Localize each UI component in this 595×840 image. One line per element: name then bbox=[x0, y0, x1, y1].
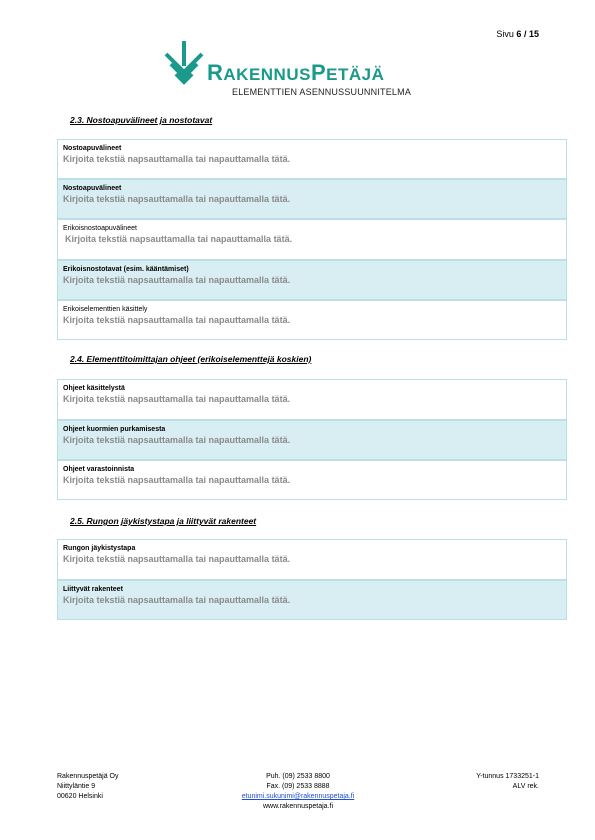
field-erikoisnostotavat[interactable] bbox=[57, 260, 567, 300]
pine-tree-logo-icon bbox=[162, 40, 206, 88]
section-title-2-5: 2.5. Rungon jäykistystapa ja liittyvät rakenteet bbox=[70, 516, 257, 526]
field-placeholder[interactable]: Kirjoita tekstiä napsauttamalla tai napauttamalla tätä. bbox=[63, 595, 291, 605]
footer-business-id: Y-tunnus 1733251-1 bbox=[476, 773, 539, 780]
footer-company: Rakennuspetäjä Oy bbox=[57, 773, 119, 780]
field-ohjeet-kuormien-purkamisesta[interactable] bbox=[57, 420, 567, 460]
page-current: 6 bbox=[516, 29, 522, 39]
field-label: Rungon jäykistystapa bbox=[63, 545, 136, 552]
page-label: Sivu bbox=[496, 29, 514, 39]
field-placeholder[interactable]: Kirjoita tekstiä napsauttamalla tai napauttamalla tätä. bbox=[63, 394, 291, 404]
field-ohjeet-kasittelysta[interactable] bbox=[57, 379, 567, 420]
section-title-2-3: 2.3. Nostoapuvälineet ja nostotavat bbox=[70, 115, 213, 125]
footer-address bbox=[57, 772, 118, 802]
field-placeholder[interactable]: Kirjoita tekstiä napsauttamalla tai napauttamalla tätä. bbox=[63, 435, 291, 445]
field-erikoiselementtien-kasittely[interactable] bbox=[57, 300, 567, 340]
footer-business-info bbox=[476, 772, 539, 792]
field-label: Erikoisnostotavat (esim. kääntämiset) bbox=[63, 266, 189, 273]
page-separator: / bbox=[523, 29, 527, 39]
field-label: Ohjeet kuormien purkamisesta bbox=[63, 426, 166, 433]
logo-subtitle: ELEMENTTIEN ASENNUSSUUNNITELMA bbox=[232, 87, 412, 97]
field-label: Liittyvät rakenteet bbox=[63, 586, 123, 593]
footer-postal: 00620 Helsinki bbox=[57, 793, 103, 800]
field-placeholder[interactable]: Kirjoita tekstiä napsauttamalla tai napauttamalla tätä. bbox=[63, 554, 291, 564]
field-rungon-jaykistystapa[interactable] bbox=[57, 539, 567, 580]
field-nostoapuvalineet-1[interactable] bbox=[57, 139, 567, 179]
company-logo bbox=[162, 40, 432, 100]
field-placeholder[interactable]: Kirjoita tekstiä napsauttamalla tai napauttamalla tätä. bbox=[63, 194, 291, 204]
field-label: Erikoisnostoapuvälineet bbox=[63, 225, 137, 232]
footer-phone: Puh. (09) 2533 8800 bbox=[266, 773, 330, 780]
field-liittyvat-rakenteet[interactable] bbox=[57, 580, 567, 620]
field-ohjeet-varastoinnista[interactable] bbox=[57, 460, 567, 500]
field-placeholder[interactable]: Kirjoita tekstiä napsauttamalla tai napauttamalla tätä. bbox=[65, 234, 293, 244]
footer-contact bbox=[200, 772, 396, 812]
field-label: Ohjeet käsittelystä bbox=[63, 385, 125, 392]
field-label: Ohjeet varastoinnista bbox=[63, 466, 135, 473]
footer-street: Niittyläntie 9 bbox=[57, 783, 96, 790]
field-placeholder[interactable]: Kirjoita tekstiä napsauttamalla tai napauttamalla tätä. bbox=[63, 475, 291, 485]
field-placeholder[interactable]: Kirjoita tekstiä napsauttamalla tai napauttamalla tätä. bbox=[63, 275, 291, 285]
footer-fax: Fax. (09) 2533 8888 bbox=[266, 783, 330, 790]
section-title-2-4: 2.4. Elementtitoimittajan ohjeet (erikoiselementtejä koskien) bbox=[70, 354, 312, 364]
footer-email-link[interactable]: etunimi.sukunimi@rakennuspetaja.fi bbox=[241, 793, 355, 800]
field-placeholder[interactable]: Kirjoita tekstiä napsauttamalla tai napauttamalla tätä. bbox=[63, 315, 291, 325]
field-erikoisnostoapuvalineet[interactable] bbox=[57, 219, 567, 260]
field-nostoapuvalineet-2[interactable] bbox=[57, 179, 567, 219]
footer-website[interactable]: www.rakennuspetaja.fi bbox=[262, 803, 334, 810]
page-number bbox=[496, 29, 539, 39]
page-total: 15 bbox=[528, 29, 539, 39]
field-label: Nostoapuvälineet bbox=[63, 145, 122, 152]
field-placeholder[interactable]: Kirjoita tekstiä napsauttamalla tai napauttamalla tätä. bbox=[63, 154, 291, 164]
field-label: Nostoapuvälineet bbox=[63, 185, 122, 192]
footer-vat: ALV rek. bbox=[512, 783, 539, 790]
logo-wordmark: RAKENNUSPETÄJÄ bbox=[207, 60, 385, 85]
field-label: Erikoiselementtien käsittely bbox=[63, 306, 148, 313]
